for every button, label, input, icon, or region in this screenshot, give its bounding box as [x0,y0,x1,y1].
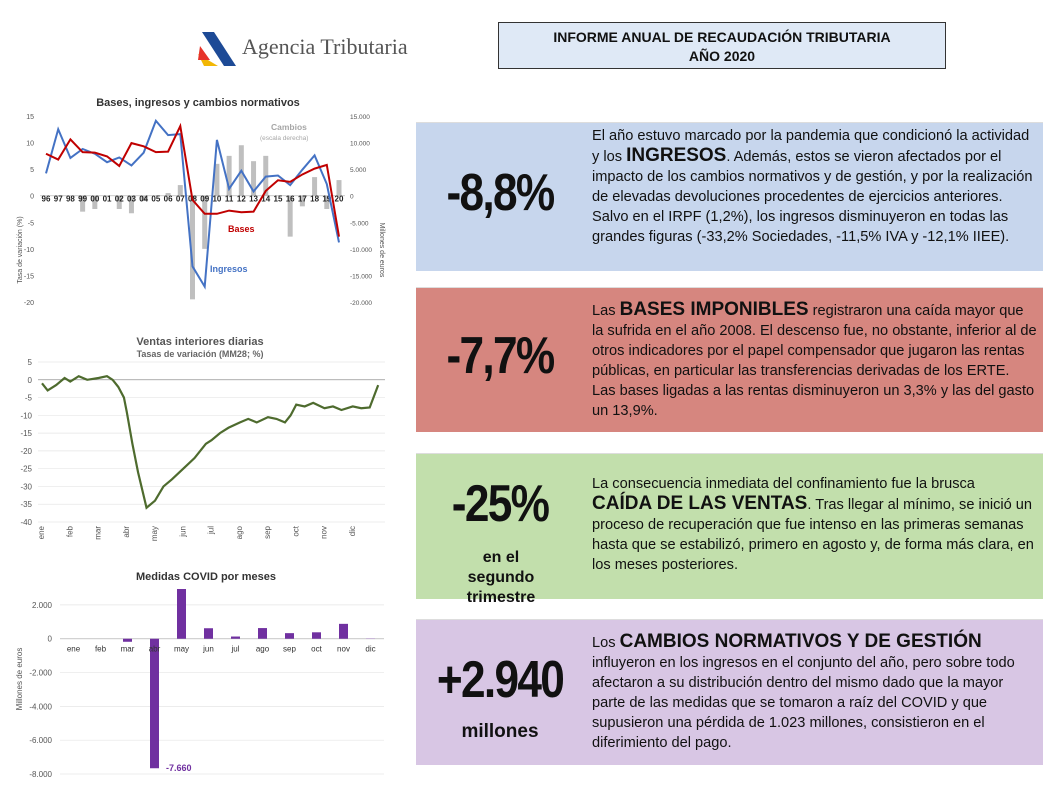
ventas-interiores-chart [0,330,400,550]
panel-highlight: BASES IMPONIBLES [619,299,809,320]
y-tick-label: -10 [20,411,32,421]
x-tick-label: dic [365,644,376,654]
y-tick-label: 0 [47,634,52,644]
x-tick-label: 06 [163,194,173,204]
x-tick-label: 03 [127,194,136,204]
panel-figure: -7,7% [446,327,554,385]
panel-text-pre: El año estuvo marcado por la pandemia que condicionó la actividad y los [592,128,1030,165]
panel-highlight: CAÍDA DE LAS VENTAS [592,493,808,514]
x-tick-label: 05 [151,194,161,204]
panel-figure: -8,8% [446,164,554,222]
x-tick-label: may [150,526,159,542]
y-tick-label: -8.000 [29,770,52,779]
panel-figure: -25% [451,475,549,533]
bases-ingresos-chart [0,88,400,320]
y2-tick-label: -5.000 [350,220,369,228]
x-tick-label: sep [283,644,296,654]
panel-text-pre: Los [592,635,620,651]
x-tick-label: 00 [90,194,100,204]
x-tick-label: jul [206,526,216,535]
covid-bar [177,589,186,639]
x-tick-label: 97 [53,194,63,204]
x-tick-label: feb [65,526,75,538]
covid-bar [366,638,375,639]
x-tick-label: mar [120,644,135,654]
panel-text [592,126,1037,247]
cambios-bar [312,177,317,196]
x-tick-label: jun [203,644,214,654]
covid-bar [204,628,213,638]
panel-figure: +2.940 [436,651,564,709]
logo-text: Agencia Tributaria [242,34,408,59]
y-tick-label: -35 [20,500,32,510]
y-tick-label: -6.000 [29,736,52,746]
x-tick-label: 11 [224,194,234,204]
x-tick-label: 14 [261,194,271,204]
y-tick-label: 0 [30,193,34,201]
covid-bar [258,628,267,639]
x-tick-label: 01 [102,194,112,204]
x-tick-label: 07 [175,194,185,204]
x-tick-label: abr [121,526,131,538]
y-tick-label: -15 [23,273,34,281]
x-tick-label: oct [311,644,322,654]
cambios-bar [337,180,342,196]
medidas-covid-chart [0,560,400,788]
covid-bar [231,637,240,639]
panel-text-pre: Las [592,303,620,319]
x-tick-label: 20 [334,194,344,204]
x-tick-label: 10 [212,194,222,204]
y-tick-label: -15 [20,429,32,439]
x-tick-label: 08 [188,194,197,204]
x-tick-label: 18 [310,194,320,204]
chart-title: Ventas interiores diarias [136,336,264,348]
y2-axis-label: Millones de euros [378,222,385,278]
x-tick-label: ene [37,526,46,540]
x-tick-label: mar [93,526,103,540]
x-tick-label: 17 [297,194,307,204]
panel-text-post: registraron una caída mayor que la sufrida en el año 2008. El descenso fue, no obstante, inferior al de otros indicadores por el papel compensador que jugaron las rentas públicas, en particular las transferencias derivadas de los ERTE. Las bases ligadas a las rentas disminuyeron un 3,3% y las del gasto un 13,9%. [592,303,1037,419]
y-tick-label: 15 [26,114,34,121]
report-title [498,22,946,69]
y-tick-label: -25 [20,464,32,474]
x-tick-label: 98 [65,194,75,204]
x-tick-label: 09 [200,194,210,204]
x-tick-label: may [173,644,190,654]
y-tick-label: -5 [24,393,32,403]
panel-highlight: CAMBIOS NORMATIVOS Y DE GESTIÓN [619,631,982,652]
x-tick-label: ago [255,644,270,654]
y2-tick-label: 5.000 [350,167,367,175]
x-tick-label: 12 [236,194,246,204]
x-tick-label: nov [337,644,350,654]
y-tick-label: -40 [20,518,32,527]
panel-text [592,474,1037,575]
covid-bar [312,632,321,638]
data-label: -7.660 [166,763,192,773]
panel-text [592,300,1037,421]
x-tick-label: ene [66,644,81,654]
x-tick-label: 96 [41,194,51,204]
x-tick-label: abr [148,644,161,654]
y-tick-label: -10 [23,246,34,254]
x-tick-label: 16 [285,194,295,204]
y-tick-label: 2.000 [31,600,52,610]
y2-tick-label: -15.000 [350,273,373,281]
y-tick-label: 10 [26,140,34,148]
x-tick-label: feb [94,644,107,654]
panel-highlight: INGRESOS [626,145,727,166]
panel-text [592,632,1037,753]
report-title-line1: INFORME ANUAL DE RECAUDACIÓN TRIBUTARIA [553,29,891,45]
chart-subtitle: Tasas de variación (MM28; %) [136,349,264,359]
panel-text-post: . Además, estos se vieron afectados por el impacto de los cambios normativos y de gestión, y por la realización de elevadas devoluciones procedentes de ejercicios anteriores. Salvo en el IRPF (1,2%), los ingresos disminuyeron en todas las grandes figuras (-33,2% Sociedades, -11,5% IVA y -12,1% IIEE). [592,149,1033,245]
covid-bar [123,639,132,642]
panel-text-post: . Tras llegar al mínimo, se inició un proceso de recuperación que fue intenso en las primeras semanas hasta que se estabilizó, primero en agosto y, de forma más clara, en los meses posteriores. [592,497,1034,573]
y-tick-label: -30 [20,482,32,492]
y2-tick-label: -20.000 [350,300,373,307]
x-tick-label: 04 [139,194,149,204]
y2-tick-label: 0 [350,193,354,201]
y2-tick-label: -10.000 [350,246,373,254]
x-tick-label: 15 [273,194,283,204]
x-tick-label: dic [347,526,357,537]
panel-ingresos [416,122,1043,271]
agencia-tributaria-logo [196,28,436,70]
report-title-line2: AÑO 2020 [688,48,756,64]
covid-bar [285,633,294,639]
y-axis-label: Tasa de variación (%) [17,216,24,284]
panel-text-pre: La consecuencia inmediata del confinamiento fue la brusca [592,476,975,492]
panel-text-post: influyeron en los ingresos en el conjunto del año, pero sobre todo afectaron a su distribución dentro del mismo dado que la mayor parte de las medidas que se tomaron a raíz del COVID y que supusieron una pérdida de 1.023 millones, consistieron en el diferimiento del pago. [592,655,1015,751]
x-tick-label: oct [291,526,301,537]
y-tick-label: 5 [30,167,34,175]
logo-mark-icon [196,28,240,70]
covid-bar [150,639,159,769]
y-axis-label: Millones de euros [15,647,24,711]
panel-figure-sub: en el segundo trimestre [466,549,536,606]
panel-cambios [416,619,1043,765]
panel-bases [416,287,1043,432]
ventas-line [42,376,378,508]
y-tick-label: -4.000 [29,702,52,712]
x-tick-label: nov [319,526,329,539]
panel-figure-sub: millones [461,721,539,742]
x-tick-label: 19 [322,194,332,204]
x-tick-label: 02 [114,194,124,204]
cambios-label: Cambios [271,122,307,132]
covid-bar [339,624,348,639]
panel-ventas [416,453,1043,606]
chart-title: Medidas COVID por meses [136,571,276,583]
chart-title: Bases, ingresos y cambios normativos [96,97,300,109]
x-tick-label: jun [178,526,188,537]
y-tick-label: 0 [27,375,32,385]
y2-tick-label: 10.000 [350,140,370,148]
cambios-label-sub: (escala derecha) [260,135,309,142]
x-tick-label: ago [234,526,244,540]
y2-tick-label: 15.000 [350,114,370,121]
x-tick-label: sep [263,526,272,539]
y-tick-label: -20 [20,446,32,456]
y-tick-label: -5 [27,220,34,228]
bases-label: Bases [228,224,255,234]
x-tick-label: 13 [249,194,258,204]
y-tick-label: -20 [23,300,34,307]
x-tick-label: jul [231,644,240,654]
y-tick-label: -2.000 [29,668,52,678]
y-tick-label: 5 [27,358,32,367]
ingresos-label: Ingresos [210,264,248,274]
x-tick-label: 99 [78,194,88,204]
